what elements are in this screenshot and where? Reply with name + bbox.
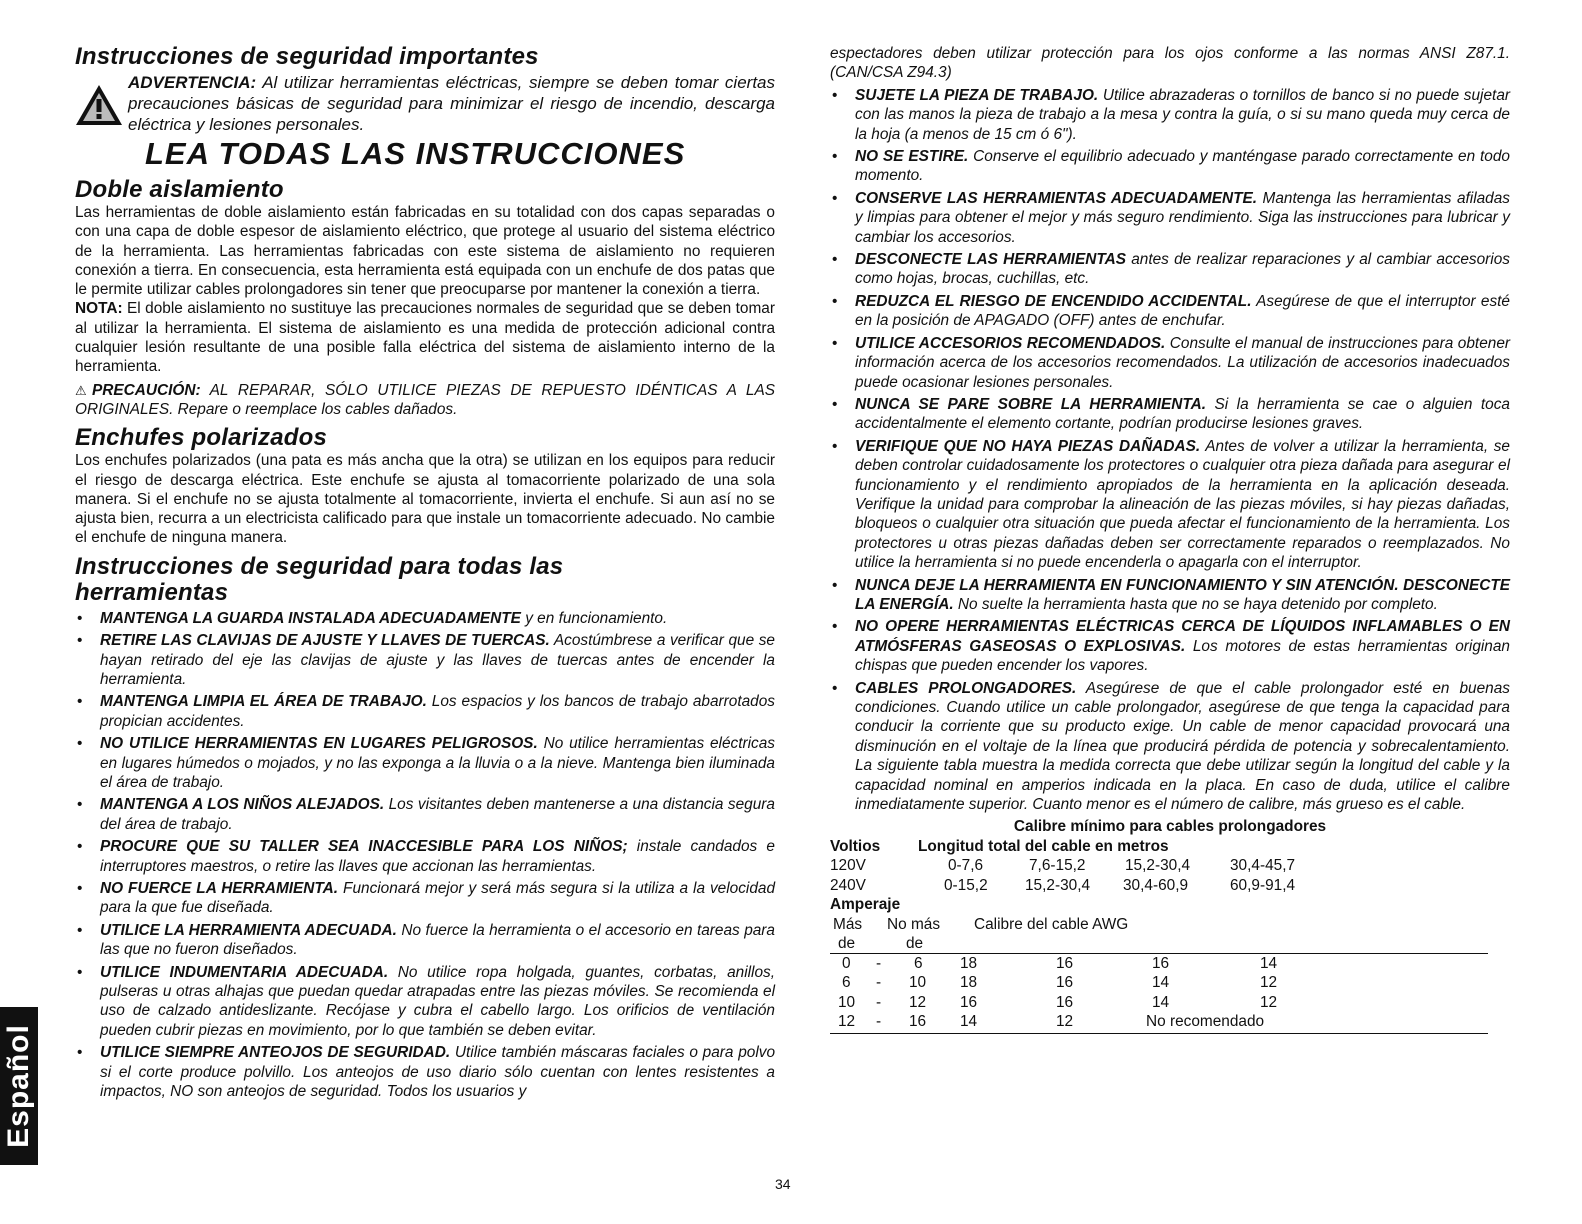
length-header: Longitud total del cable en metros xyxy=(918,837,1169,855)
note-paragraph xyxy=(75,299,775,376)
from-header: Más xyxy=(833,915,863,933)
table-cell: 10 xyxy=(909,974,927,992)
caution-triangle-icon: ⚠ xyxy=(75,382,93,398)
table-cell: 16 xyxy=(1056,954,1074,972)
list-item xyxy=(75,837,775,876)
table-cell: 6 xyxy=(842,974,851,992)
table-cell: 14 xyxy=(1152,993,1170,1011)
right-column xyxy=(830,44,1510,1032)
page-number: 34 xyxy=(775,1176,791,1192)
amp-subheader-row-2 xyxy=(830,934,1510,954)
table-cell: 18 xyxy=(960,974,978,992)
list-item-text: No utilice herramientas eléctricas en lugares húmedos o mojados, y no las exponga a la lluvia o a la nieve. Mantenga bien iluminada el área de trabajo. xyxy=(100,735,776,791)
heading-important-safety: Instrucciones de seguridad importantes xyxy=(75,43,539,70)
list-item xyxy=(75,609,775,628)
warning-text: Al utilizar herramientas eléctricas, siempre se deben tomar ciertas precauciones básicas de seguridad para minimizar el riesgo de incendio, descarga eléctrica y lesiones personales. xyxy=(128,73,776,134)
table-row xyxy=(830,993,1510,1013)
double-insulation-text: Las herramientas de doble aislamiento están fabricadas en su totalidad con dos capas separadas o con una capa de doble espesor de aislamiento eléctrico, que protege al usuario del sistema eléctrico de la herramienta. Las herramientas fabricadas con este sistema de aislamiento no requieren conexión a tierra. En consecuencia, esta herramienta está equipada con un enchufe de dos patas que le permite utilizar cables prolongadores sin tener que preocuparse por mantener la conexión a tierra. xyxy=(75,204,775,299)
amperage-header: Amperaje xyxy=(830,896,901,914)
table-cell: 120V xyxy=(830,857,866,875)
table-cell: 12 xyxy=(1260,974,1278,992)
note-label: NOTA: xyxy=(75,300,123,318)
note-text: El doble aislamiento no sustituye las precauciones normales de seguridad que se deben tomar al utilizar la herramienta. El sistema de aislamiento es una medida de protección adicional contra cualquier lesión resultante de una posible falla eléctrica del sistema de aislamiento interno de la herramienta. xyxy=(75,300,775,376)
table-cell: 16 xyxy=(960,993,978,1011)
caution-paragraph xyxy=(75,381,775,420)
list-item xyxy=(830,395,1510,434)
list-item xyxy=(830,334,1510,392)
volts-header: Voltios xyxy=(830,837,881,855)
list-item-title: DESCONECTE LAS HERRAMIENTAS xyxy=(855,251,1126,269)
list-item-text: Los visitantes deben mantenerse a una distancia segura del área de trabajo. xyxy=(100,796,775,833)
to-de: de xyxy=(906,935,924,953)
language-tab-label: Español xyxy=(2,1024,35,1148)
language-side-tab xyxy=(0,1007,38,1165)
list-item-text: Si la herramienta se cae o alguien toca accidentalmente el elemento cortante, podrían producirse lesiones graves. xyxy=(855,395,1510,433)
list-item xyxy=(75,692,775,731)
table-header-row xyxy=(830,837,1510,857)
list-item xyxy=(830,86,1510,144)
list-item-title: UTILICE SIEMPRE ANTEOJOS DE SEGURIDAD. xyxy=(100,1044,451,1062)
from-de: de xyxy=(838,935,856,953)
table-cell: - xyxy=(876,974,882,992)
heading-polarized-plugs: Enchufes polarizados xyxy=(75,424,328,452)
table-cell: 12 xyxy=(1056,1013,1074,1031)
list-item-text: Consulte el manual de instrucciones para obtener información acerca de los accesorios recomendados. La utilización de accesorios inadecuados puede ocasionar lesiones personales. xyxy=(855,334,1510,391)
list-item-title: CABLES PROLONGADORES. xyxy=(855,679,1077,697)
table-cell: 15,2-30,4 xyxy=(1125,857,1191,875)
table-cell: - xyxy=(876,954,882,972)
list-item-title: CONSERVE LAS HERRAMIENTAS ADECUADAMENTE. xyxy=(855,189,1258,207)
table-cell: 16 xyxy=(1056,974,1074,992)
table-cell: 0-7,6 xyxy=(948,857,984,875)
list-item-title: NO UTILICE HERRAMIENTAS EN LUGARES PELIGROSOS. xyxy=(100,735,538,753)
amp-subheader-row xyxy=(830,915,1510,935)
to-header: No más xyxy=(887,915,941,933)
warning-block xyxy=(75,72,775,135)
list-item xyxy=(830,147,1510,186)
list-item xyxy=(830,576,1510,615)
warning-triangle-icon xyxy=(75,84,123,126)
list-item-text: Antes de volver a utilizar la herramienta, se deben controlar cuidadosamente los protectores o cualquier otra pieza dañada para asegurar el funcionamiento y el rendimiento apropiados de la herramienta en la aplicación deseada. Verifique la unidad para comprobar la alineación de las piezas móviles, si hay piezas dañadas, bloqueos o cualquier otra situación que pueda afectar el funcionamiento de la herramienta. Los protectores u otras piezas dañadas deben ser correctamente reparados o reemplazados. No utilice la herramienta si no puede encenderla o apagarla con el interruptor. xyxy=(855,437,1510,572)
list-item xyxy=(830,189,1510,247)
list-item xyxy=(830,679,1510,815)
list-item-title: NUNCA DEJE LA HERRAMIENTA EN FUNCIONAMIENTO Y SIN ATENCIÓN. DESCONECTE LA ENERGÍA. xyxy=(855,576,1510,613)
caution-label: PRECAUCIÓN: xyxy=(92,381,201,399)
table-cell: 14 xyxy=(960,1013,978,1031)
table-cell: 16 xyxy=(909,1013,927,1031)
list-item xyxy=(830,292,1510,331)
table-cell: 16 xyxy=(1152,954,1170,972)
continuation-text: espectadores deben utilizar protección para los ojos conforme a las normas ANSI Z87.1. (CAN/CSA Z94.3) xyxy=(830,45,1510,82)
list-item-title: NO SE ESTIRE. xyxy=(855,148,969,166)
list-item-text: Utilice abrazaderas o tornillos de banco si no puede sujetar con las manos la pieza de trabajo a la mesa y contra la guía, o si su mano queda muy cerca de la hoja (a menos de 15 cm ó 6"). xyxy=(855,86,1511,143)
table-row xyxy=(830,973,1510,993)
warning-label: ADVERTENCIA: xyxy=(128,73,257,92)
heading-double-insulation: Doble aislamiento xyxy=(75,176,284,203)
table-cell: 30,4-45,7 xyxy=(1230,857,1296,875)
list-item-text: antes de realizar reparaciones y al cambiar accesorios como hojas, brocas, cuchillas, etc. xyxy=(855,251,1510,288)
list-item-title: UTILICE INDUMENTARIA ADECUADA. xyxy=(100,963,389,981)
left-column xyxy=(75,44,775,1105)
table-cell: 12 xyxy=(909,993,927,1011)
list-item xyxy=(830,250,1510,289)
table-cell: 240V xyxy=(830,876,866,894)
list-item-title: UTILICE LA HERRAMIENTA ADECUADA. xyxy=(100,921,397,939)
table-cell: 0-15,2 xyxy=(944,876,988,894)
table-cell: 16 xyxy=(1056,993,1074,1011)
polarized-plugs-text: Los enchufes polarizados (una pata es más ancha que la otra) se utilizan en los equipos para reducir el riesgo de descarga eléctrica. Este enchufe se ajusta al tomacorriente polarizado de una sola manera. Si el enchufe no se ajusta totalmente al tomacorriente, invierta el enchufe. Si aun así no se ajusta bien, recurra a un electricista calificado para que instale un tomacorriente adecuado. No cambie el enchufe de ninguna manera. xyxy=(75,452,775,547)
table-cell: No recomendado xyxy=(1146,1013,1265,1031)
list-item-text: No utilice ropa holgada, guantes, corbatas, anillos, pulseras u otras alhajas que puedan quedar atrapadas entre las piezas móviles. Se recomienda el uso de calzado antideslizante. Recójase y cubra el cabello largo. Los orificios de ventilación pueden cubrir piezas en movimiento, por lo que también se deben evitar. xyxy=(100,963,775,1039)
list-item-title: MANTENGA LIMPIA EL ÁREA DE TRABAJO. xyxy=(100,693,427,711)
list-item-title: PROCURE QUE SU TALLER SEA INACCESIBLE PARA LOS NIÑOS; xyxy=(100,838,628,856)
table-cell: 0 xyxy=(842,954,851,972)
table-cell: 10 xyxy=(838,993,856,1011)
table-cell: 14 xyxy=(1260,954,1278,972)
table-cell: 12 xyxy=(838,1013,856,1031)
table-row xyxy=(830,876,1510,896)
table-cell: - xyxy=(876,993,882,1011)
table-title: Calibre mínimo para cables prolongadores xyxy=(1013,818,1327,836)
list-item-text: Los espacios y los bancos de trabajo abarrotados propician accidentes. xyxy=(100,693,775,730)
list-item xyxy=(75,734,775,792)
list-item-title: NO FUERCE LA HERRAMIENTA. xyxy=(100,880,339,898)
table-cell: 18 xyxy=(960,954,978,972)
heading-all-tools: Instrucciones de seguridad para todas las herramientas xyxy=(75,552,564,606)
awg-header: Calibre del cable AWG xyxy=(974,915,1129,933)
extension-cord-table xyxy=(830,817,1510,1032)
table-cell: 6 xyxy=(914,954,923,972)
table-cell: - xyxy=(876,1013,882,1031)
list-item xyxy=(75,963,775,1041)
list-item-text: instale candados e interruptores maestros, o retire las llaves que accionan las herramientas. xyxy=(100,838,775,875)
table-row xyxy=(830,856,1510,876)
list-item-text: Asegúrese de que el cable prolongador esté en buenas condiciones. Cuando utilice un cable prolongador, asegúrese de que tenga la capacidad para conducir la corriente que su producto exige. Un cable de menor capacidad provocará una disminución en el voltaje de la línea que producirá pérdida de potencia y sobrecalentamiento. La siguiente tabla muestra la medida correcta que debe utilizar según la longitud del cable y la capacidad nominal en amperios indicada en la placa. En caso de duda, utilice el calibre inmediatamente superior. Cuanto menor es el número de calibre, más grueso es el cable. xyxy=(855,679,1510,814)
list-item-text: Utilice también máscaras faciales o para polvo si el corte produce polvillo. Los anteojos de uso diario sólo cuentan con lentes resistentes a impactos, NO son anteojos de seguridad. Todos los usuarios y xyxy=(100,1044,775,1101)
list-item-title: MANTENGA A LOS NIÑOS ALEJADOS. xyxy=(100,796,385,814)
list-item-title: NUNCA SE PARE SOBRE LA HERRAMIENTA. xyxy=(855,395,1207,413)
list-item-text: Acostúmbrese a verificar que se hayan retirado del eje las clavijas de ajuste y las llaves de tuercas antes de encender la herramienta. xyxy=(100,632,775,688)
list-item-title: SUJETE LA PIEZA DE TRABAJO. xyxy=(855,86,1099,104)
list-item xyxy=(75,795,775,834)
list-item xyxy=(75,879,775,918)
amperage-header-row xyxy=(830,895,1510,915)
table-cell: 15,2-30,4 xyxy=(1025,876,1091,894)
table-cell: 30,4-60,9 xyxy=(1123,876,1189,894)
list-item-text: y en funcionamiento. xyxy=(520,609,668,627)
list-item xyxy=(75,631,775,689)
read-all-instructions: LEA TODAS LAS INSTRUCCIONES xyxy=(145,136,686,171)
list-item-text: Conserve el equilibrio adecuado y manténgase parado correctamente en todo momento. xyxy=(855,148,1510,185)
table-cell: 60,9-91,4 xyxy=(1230,876,1296,894)
list-item-text: Funcionará mejor y será más segura si la utiliza a la velocidad para la que fue diseñada. xyxy=(100,880,775,917)
list-item-text: Mantenga las herramientas afiladas y limpias para obtener el mejor y más seguro rendimiento. Siga las instrucciones para lubricar y cambiar los accesorios. xyxy=(855,189,1510,246)
list-item-text: No fuerce la herramienta o el accesorio en tareas para las que no fueron diseñados. xyxy=(100,921,775,959)
list-item-text: No suelte la herramienta hasta que no se haya detenido por completo. xyxy=(953,595,1438,613)
left-bullet-list xyxy=(75,609,775,1102)
list-item-title: RETIRE LAS CLAVIJAS DE AJUSTE Y LLAVES DE TUERCAS. xyxy=(100,632,550,650)
table-cell: 14 xyxy=(1152,974,1170,992)
list-item xyxy=(75,1043,775,1101)
table-row xyxy=(830,1012,1510,1032)
list-item xyxy=(75,921,775,960)
list-item-title: VERIFIQUE QUE NO HAYA PIEZAS DAÑADAS. xyxy=(855,437,1201,455)
list-item-text: Los motores de estas herramientas originan chispas que pueden encender los vapores. xyxy=(855,637,1510,675)
list-item xyxy=(830,437,1510,573)
list-item-title: REDUZCA EL RIESGO DE ENCENDIDO ACCIDENTAL. xyxy=(855,292,1252,310)
table-row xyxy=(830,954,1510,974)
right-bullet-list xyxy=(830,86,1510,815)
table-bottom-rule xyxy=(830,1033,1488,1034)
list-item-title: NO OPERE HERRAMIENTAS ELÉCTRICAS CERCA DE LÍQUIDOS INFLAMABLES O EN ATMÓSFERAS GASEOSAS O EXPLOSIVAS. xyxy=(855,618,1510,655)
table-cell: 7,6-15,2 xyxy=(1029,857,1086,875)
caution-text: AL REPARAR, SÓLO UTILICE PIEZAS DE REPUESTO IDÉNTICAS A LAS ORIGINALES. Repare o reemplace los cables dañados. xyxy=(75,381,775,418)
list-item xyxy=(830,617,1510,675)
list-item-text: Asegúrese de que el interruptor esté en la posición de APAGADO (OFF) antes de enchufar. xyxy=(855,292,1510,330)
table-cell: 12 xyxy=(1260,993,1278,1011)
list-item-title: MANTENGA LA GUARDA INSTALADA ADECUADAMENTE xyxy=(100,609,521,627)
list-item-title: UTILICE ACCESORIOS RECOMENDADOS. xyxy=(855,334,1166,352)
